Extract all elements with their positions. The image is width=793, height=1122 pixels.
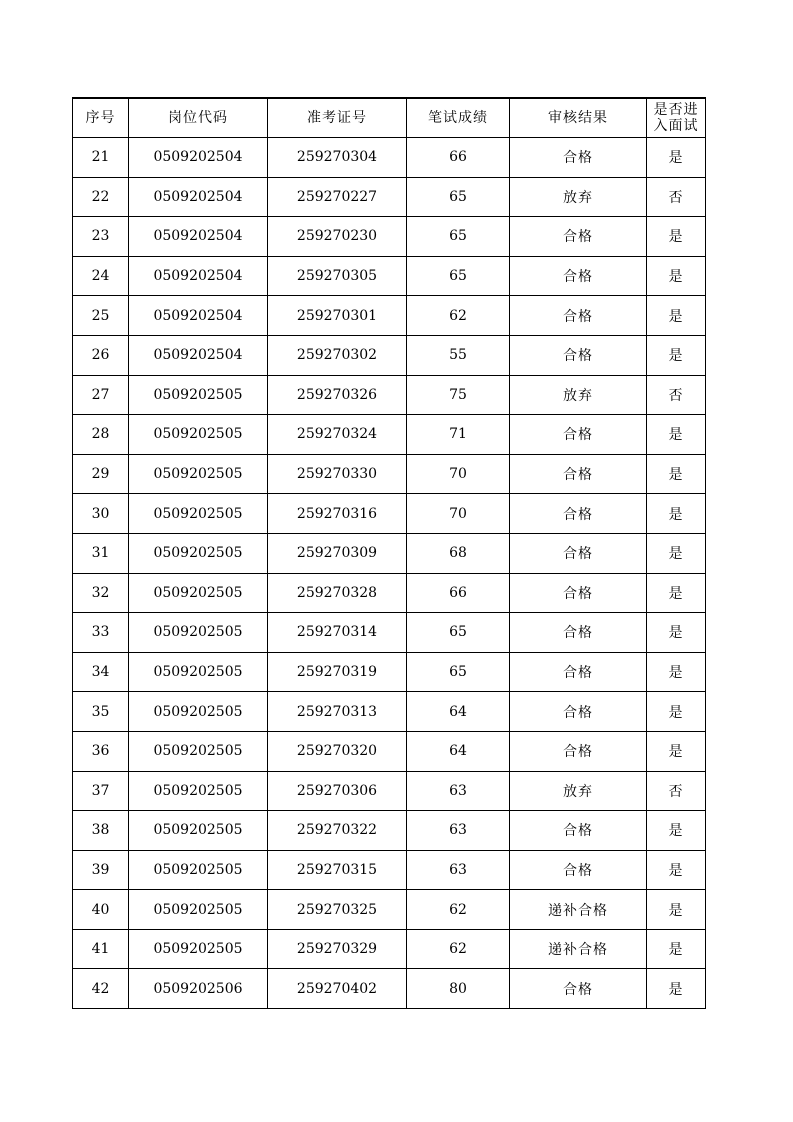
cell-ticket-no: 259270304	[268, 138, 407, 178]
cell-interview: 是	[647, 929, 706, 969]
cell-seq: 22	[73, 177, 129, 217]
cell-seq: 31	[73, 533, 129, 573]
cell-seq: 25	[73, 296, 129, 336]
cell-ticket-no: 259270324	[268, 415, 407, 455]
table-row	[73, 652, 706, 692]
table-row	[73, 415, 706, 455]
cell-review-result: 合格	[510, 138, 647, 178]
cell-ticket-no: 259270227	[268, 177, 407, 217]
cell-ticket-no: 259270315	[268, 850, 407, 890]
table-row	[73, 217, 706, 257]
header-review-result: 审核结果	[510, 98, 647, 138]
cell-interview: 是	[647, 138, 706, 178]
cell-written-score: 70	[407, 454, 510, 494]
cell-interview: 是	[647, 969, 706, 1009]
cell-post-code: 0509202505	[129, 454, 268, 494]
cell-ticket-no: 259270230	[268, 217, 407, 257]
cell-interview: 否	[647, 375, 706, 415]
cell-review-result: 合格	[510, 256, 647, 296]
cell-ticket-no: 259270325	[268, 890, 407, 930]
cell-seq: 38	[73, 811, 129, 851]
table-row	[73, 692, 706, 732]
cell-interview: 是	[647, 256, 706, 296]
table-row	[73, 573, 706, 613]
cell-interview: 是	[647, 890, 706, 930]
table-row	[73, 256, 706, 296]
header-seq: 序号	[73, 98, 129, 138]
cell-written-score: 80	[407, 969, 510, 1009]
cell-post-code: 0509202504	[129, 296, 268, 336]
cell-written-score: 65	[407, 217, 510, 257]
table-row	[73, 850, 706, 890]
table-row	[73, 296, 706, 336]
cell-post-code: 0509202505	[129, 811, 268, 851]
cell-interview: 是	[647, 652, 706, 692]
cell-interview: 否	[647, 771, 706, 811]
cell-written-score: 55	[407, 335, 510, 375]
cell-post-code: 0509202504	[129, 256, 268, 296]
cell-ticket-no: 259270309	[268, 533, 407, 573]
header-interview: 是否进入面试	[647, 98, 706, 138]
cell-post-code: 0509202505	[129, 771, 268, 811]
cell-ticket-no: 259270302	[268, 335, 407, 375]
cell-review-result: 合格	[510, 573, 647, 613]
cell-interview: 是	[647, 454, 706, 494]
cell-post-code: 0509202505	[129, 692, 268, 732]
table-row	[73, 890, 706, 930]
cell-interview: 是	[647, 415, 706, 455]
cell-post-code: 0509202504	[129, 217, 268, 257]
table-body	[73, 138, 706, 1009]
cell-ticket-no: 259270319	[268, 652, 407, 692]
table-row	[73, 138, 706, 178]
cell-review-result: 合格	[510, 850, 647, 890]
cell-seq: 36	[73, 731, 129, 771]
cell-written-score: 65	[407, 652, 510, 692]
cell-written-score: 70	[407, 494, 510, 534]
cell-written-score: 63	[407, 771, 510, 811]
cell-review-result: 合格	[510, 692, 647, 732]
cell-written-score: 66	[407, 573, 510, 613]
table-row	[73, 929, 706, 969]
cell-written-score: 63	[407, 850, 510, 890]
cell-written-score: 65	[407, 177, 510, 217]
header-ticket-no: 准考证号	[268, 98, 407, 138]
cell-interview: 是	[647, 573, 706, 613]
cell-review-result: 合格	[510, 415, 647, 455]
cell-interview: 是	[647, 731, 706, 771]
cell-seq: 30	[73, 494, 129, 534]
cell-written-score: 64	[407, 692, 510, 732]
cell-ticket-no: 259270305	[268, 256, 407, 296]
table-row	[73, 613, 706, 653]
cell-seq: 29	[73, 454, 129, 494]
cell-written-score: 62	[407, 296, 510, 336]
cell-post-code: 0509202505	[129, 533, 268, 573]
cell-seq: 41	[73, 929, 129, 969]
cell-seq: 27	[73, 375, 129, 415]
table-row	[73, 177, 706, 217]
cell-post-code: 0509202505	[129, 573, 268, 613]
cell-interview: 是	[647, 217, 706, 257]
cell-written-score: 65	[407, 256, 510, 296]
cell-review-result: 合格	[510, 613, 647, 653]
cell-review-result: 合格	[510, 217, 647, 257]
cell-seq: 37	[73, 771, 129, 811]
cell-ticket-no: 259270301	[268, 296, 407, 336]
cell-review-result: 合格	[510, 969, 647, 1009]
cell-written-score: 64	[407, 731, 510, 771]
header-written-score: 笔试成绩	[407, 98, 510, 138]
cell-interview: 否	[647, 177, 706, 217]
cell-post-code: 0509202505	[129, 613, 268, 653]
table-row	[73, 771, 706, 811]
cell-review-result: 合格	[510, 494, 647, 534]
cell-review-result: 合格	[510, 296, 647, 336]
cell-review-result: 合格	[510, 335, 647, 375]
cell-written-score: 62	[407, 890, 510, 930]
cell-written-score: 65	[407, 613, 510, 653]
cell-post-code: 0509202504	[129, 335, 268, 375]
header-row	[73, 98, 706, 138]
cell-ticket-no: 259270402	[268, 969, 407, 1009]
cell-ticket-no: 259270313	[268, 692, 407, 732]
cell-seq: 40	[73, 890, 129, 930]
cell-ticket-no: 259270328	[268, 573, 407, 613]
cell-review-result: 放弃	[510, 771, 647, 811]
cell-ticket-no: 259270306	[268, 771, 407, 811]
cell-written-score: 63	[407, 811, 510, 851]
cell-ticket-no: 259270322	[268, 811, 407, 851]
cell-interview: 是	[647, 533, 706, 573]
cell-post-code: 0509202505	[129, 929, 268, 969]
cell-seq: 28	[73, 415, 129, 455]
table-row	[73, 533, 706, 573]
cell-post-code: 0509202504	[129, 177, 268, 217]
cell-seq: 23	[73, 217, 129, 257]
cell-review-result: 合格	[510, 533, 647, 573]
cell-post-code: 0509202505	[129, 850, 268, 890]
cell-seq: 26	[73, 335, 129, 375]
cell-post-code: 0509202505	[129, 415, 268, 455]
table-row	[73, 969, 706, 1009]
table-row	[73, 454, 706, 494]
cell-seq: 32	[73, 573, 129, 613]
table-row	[73, 335, 706, 375]
cell-seq: 42	[73, 969, 129, 1009]
cell-review-result: 递补合格	[510, 929, 647, 969]
cell-post-code: 0509202505	[129, 494, 268, 534]
cell-ticket-no: 259270316	[268, 494, 407, 534]
results-table	[72, 97, 706, 1009]
cell-interview: 是	[647, 811, 706, 851]
table-row	[73, 494, 706, 534]
cell-ticket-no: 259270320	[268, 731, 407, 771]
cell-ticket-no: 259270314	[268, 613, 407, 653]
cell-seq: 33	[73, 613, 129, 653]
cell-written-score: 62	[407, 929, 510, 969]
cell-interview: 是	[647, 613, 706, 653]
cell-written-score: 71	[407, 415, 510, 455]
cell-interview: 是	[647, 494, 706, 534]
cell-interview: 是	[647, 692, 706, 732]
cell-post-code: 0509202505	[129, 731, 268, 771]
cell-ticket-no: 259270330	[268, 454, 407, 494]
cell-seq: 34	[73, 652, 129, 692]
cell-review-result: 合格	[510, 454, 647, 494]
cell-review-result: 合格	[510, 652, 647, 692]
cell-review-result: 放弃	[510, 177, 647, 217]
table-header	[73, 98, 706, 138]
cell-seq: 24	[73, 256, 129, 296]
cell-written-score: 66	[407, 138, 510, 178]
cell-written-score: 68	[407, 533, 510, 573]
cell-post-code: 0509202505	[129, 890, 268, 930]
cell-post-code: 0509202505	[129, 375, 268, 415]
cell-interview: 是	[647, 335, 706, 375]
cell-post-code: 0509202506	[129, 969, 268, 1009]
cell-review-result: 合格	[510, 811, 647, 851]
cell-post-code: 0509202505	[129, 652, 268, 692]
table-row	[73, 811, 706, 851]
cell-seq: 21	[73, 138, 129, 178]
table-row	[73, 375, 706, 415]
cell-post-code: 0509202504	[129, 138, 268, 178]
cell-ticket-no: 259270329	[268, 929, 407, 969]
cell-interview: 是	[647, 296, 706, 336]
cell-review-result: 合格	[510, 731, 647, 771]
cell-seq: 39	[73, 850, 129, 890]
cell-review-result: 放弃	[510, 375, 647, 415]
cell-seq: 35	[73, 692, 129, 732]
table-row	[73, 731, 706, 771]
cell-ticket-no: 259270326	[268, 375, 407, 415]
cell-review-result: 递补合格	[510, 890, 647, 930]
cell-written-score: 75	[407, 375, 510, 415]
header-post-code: 岗位代码	[129, 98, 268, 138]
cell-interview: 是	[647, 850, 706, 890]
